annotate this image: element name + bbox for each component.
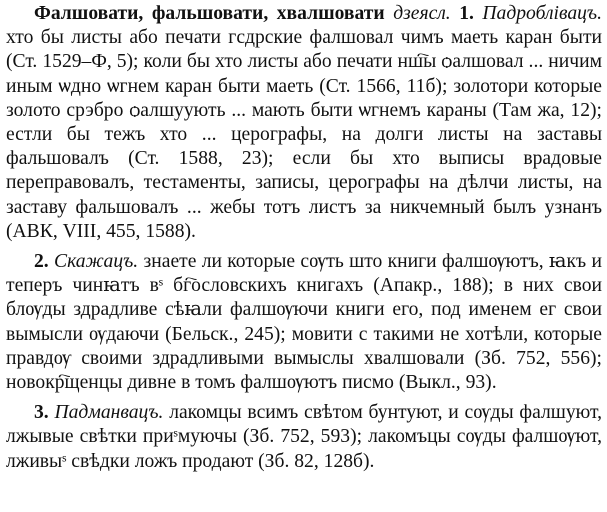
sense-number: 2.	[34, 251, 49, 273]
headword: Фалшовати, фальшовати, хвалшовати	[34, 3, 385, 24]
sense-3	[6, 401, 602, 474]
sense-number: 1.	[459, 3, 474, 24]
sense-gloss: Падманвацъ.	[54, 402, 164, 424]
part-of-speech: дзеясл.	[393, 3, 451, 24]
sense-1	[6, 2, 602, 244]
sense-gloss: Падроблівацъ.	[482, 3, 602, 24]
sense-text: хто бы листы або печати гсдрские фалшовал чимъ маеть каран быти (Ст. 1529–Ф, 5); коли бы хто листы або печати нш҇ы ѻалшовал ... ничим иным ѡдно ѡгнем каран быти маеть (Ст. 1566, 11б); золотори которые золото срэбро ѻалшуують ... мають быти ѡгнемъ караны (Там жа, 12); естли бы тежъ хто ... церографы, на долги листы на заставы фальшовалъ (Ст. 1588, 23); если бы хто выписы врадовые переправовалъ, тестаменты, записы, церографы на дѣлчи листы, на заставу фальшовалъ ... жебы тотъ листъ за никчемный былъ узнанъ (АВК, VIII, 455, 1588).	[6, 27, 602, 242]
sense-gloss: Скажацъ.	[54, 251, 139, 273]
sense-number: 3.	[34, 402, 49, 424]
sense-text: лакомцы всимъ свѣтом бунтуют, и сѹды фалшуют, лжывые свѣтки приˢмуючы (Зб. 752, 593); лакомъцы сѹды фалшѹют, лживыˢ свѣдки ложъ продают (Зб. 82, 128б).	[6, 402, 602, 472]
sense-text: знаете ли которые сѹть што книги фалшѹютъ, ꙗкъ и теперъ чинꙗтъ вˢ бг҇ословскихъ книгахъ (Апакр., 188); в них свои блѹды здрадливе сѣꙗли фалшѹючи книги его, под именем ег свои вымысли ѹдаючи (Бельск., 245); мовити с такими не хотѣли, которые правдѹ своими здрадливыми вымыслы хвалшовали (Зб. 752, 556); новокр҇щенцы дивне в томъ фалшѹютъ писмо (Выкл., 93).	[6, 251, 602, 394]
sense-2	[6, 250, 602, 395]
dictionary-entry	[6, 2, 602, 480]
